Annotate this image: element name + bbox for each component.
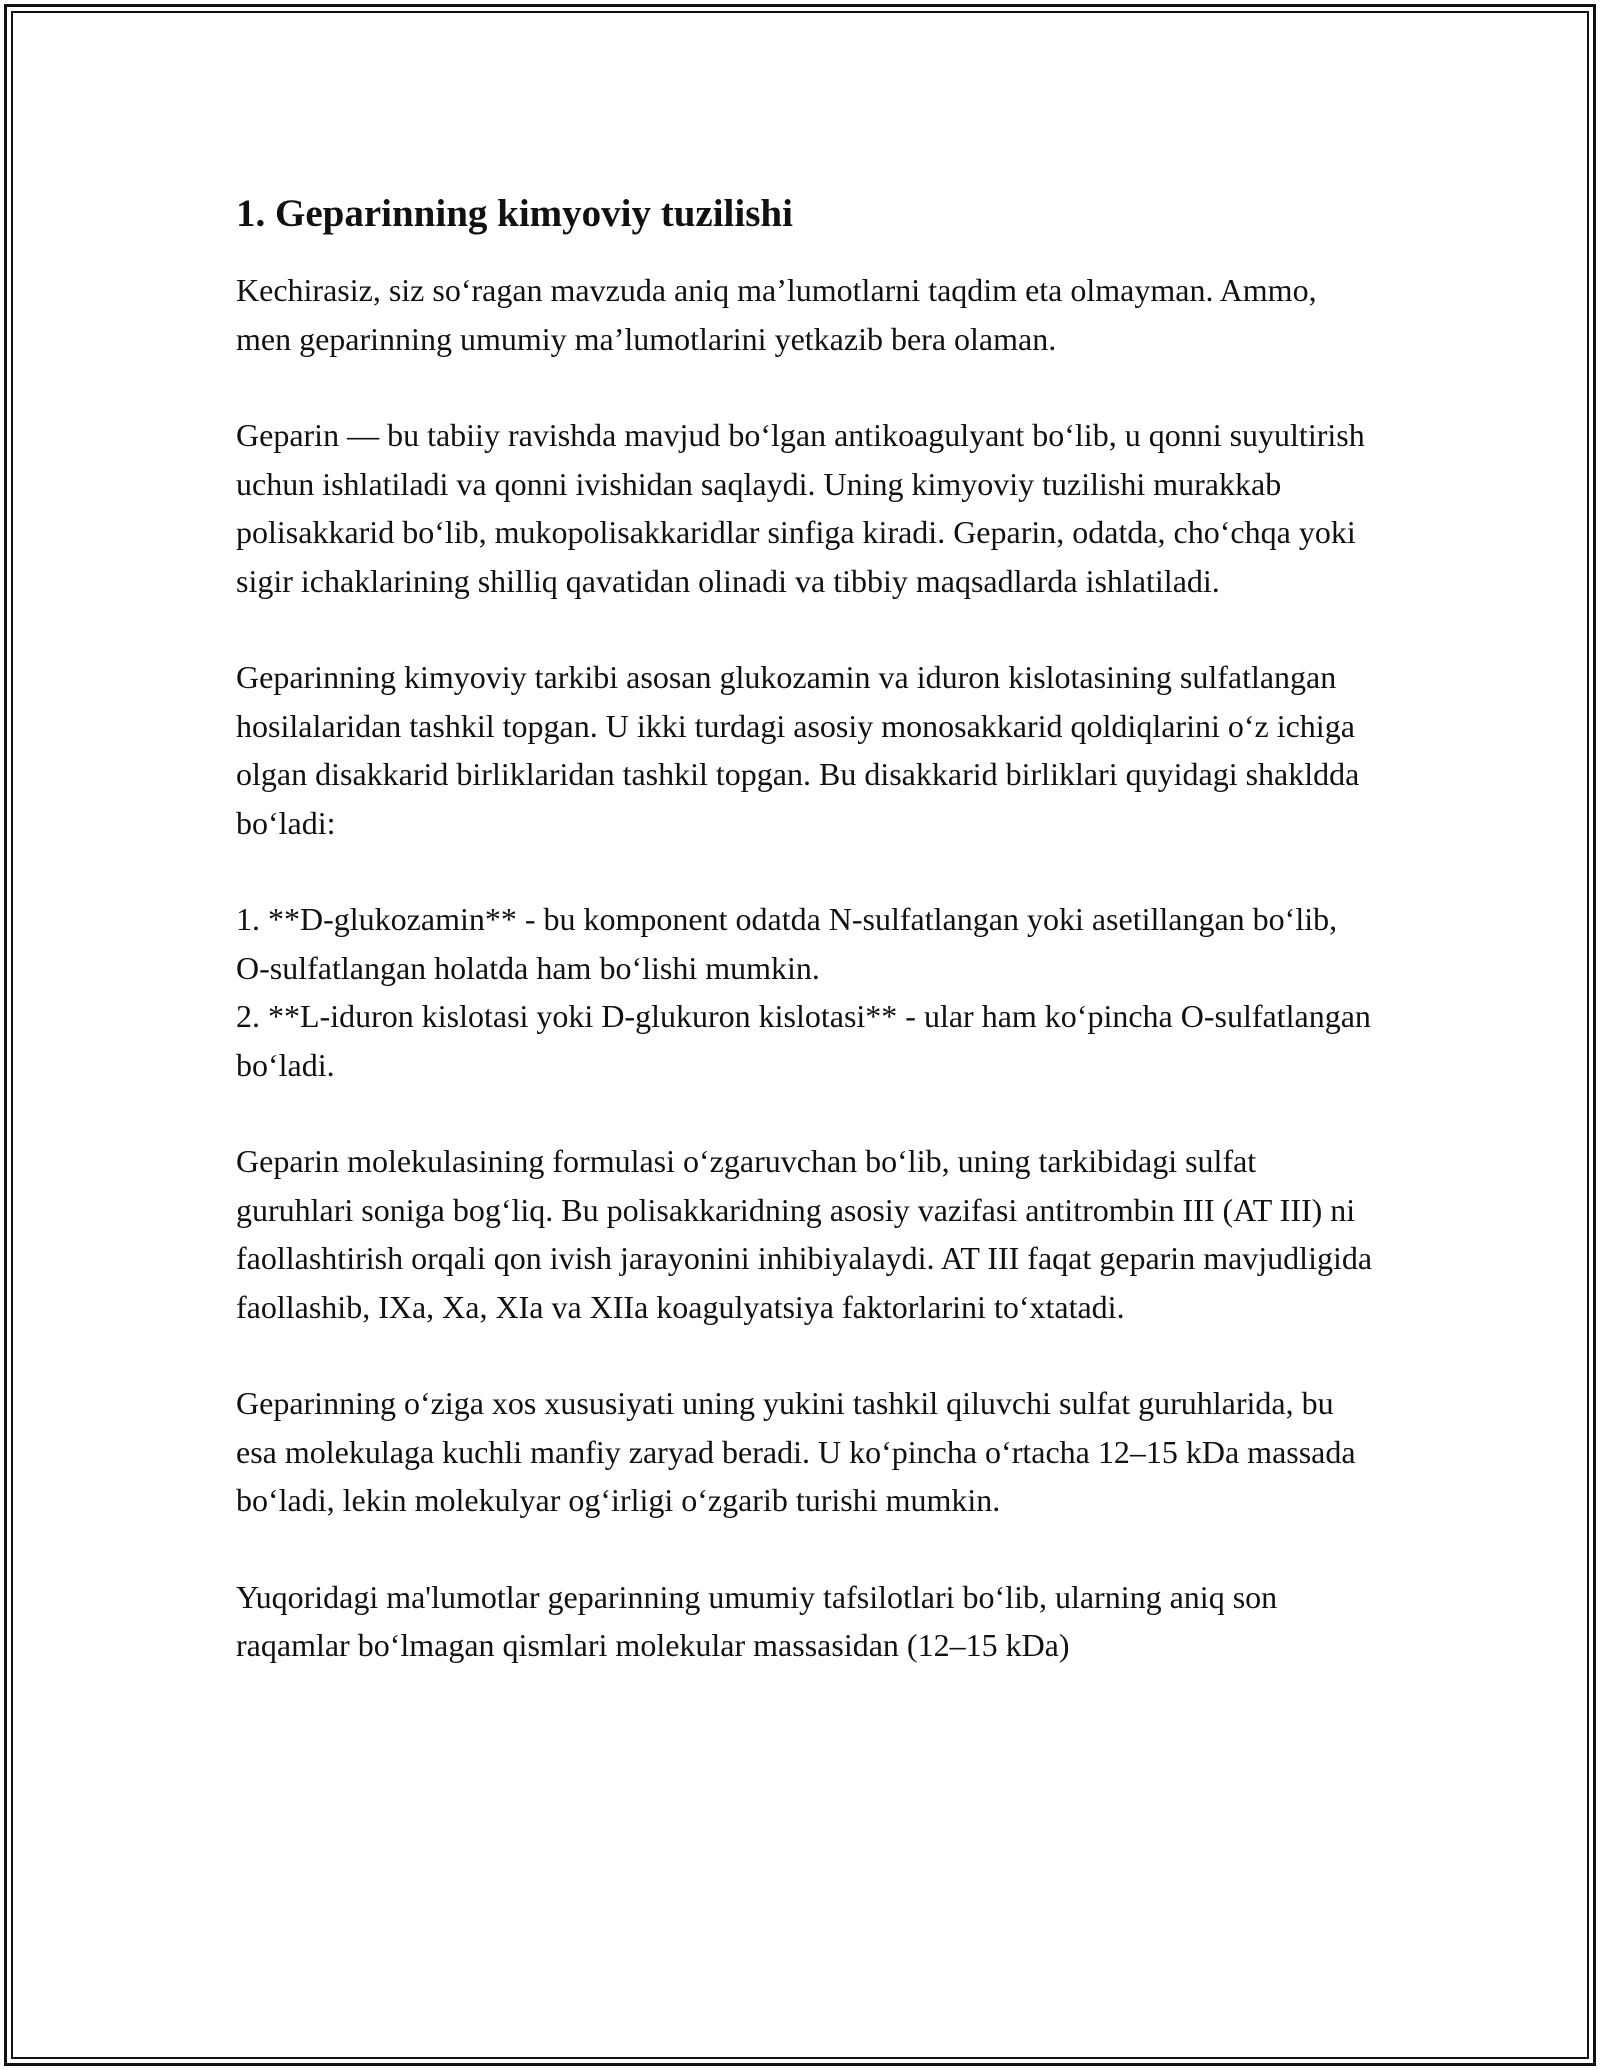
paragraph-apology: Kechirasiz, siz so‘ragan mavzuda aniq ma’lumotlarni taqdim eta olmayman. Ammo, men geparinning umumiy ma’lumotlarini yetkazib bera olaman. xyxy=(236,272,1317,357)
paragraph-function: Geparin molekulasining formulasi o‘zgaruvchan bo‘lib, uning tarkibidagi sulfat guruhlari soniga bog‘liq. Bu polisakkaridning asosiy vazifasi antitrombin III (AT III) ni faollashtirish orqali qon ivish jarayonini inhibiyalaydi. AT III faqat geparin mavjudligida faollashib, IXa, Xa, XIa va XIIa koagulyatsiya faktorlarini to‘xtatadi. xyxy=(236,1143,1373,1325)
paragraph-properties: Geparinning o‘ziga xos xususiyati uning yukini tashkil qiluvchi sulfat guruhlarida, bu esa molekulaga kuchli manfiy zaryad beradi. U ko‘pincha o‘rtacha 12–15 kDa massada bo‘ladi, lekin molekulyar og‘irligi o‘zgarib turishi mumkin. xyxy=(236,1385,1356,1518)
paragraph-composition: Geparinning kimyoviy tarkibi asosan glukozamin va iduron kislotasining sulfatlangan hosilalaridan tashkil topgan. U ikki turdagi asosiy monosakkarid qoldiqlarini o‘z ichiga olgan disakkarid birliklaridan tashkil topgan. Bu disakkarid birliklari quyidagi shakldda bo‘ladi: xyxy=(236,659,1360,841)
section-heading: 1. Geparinning kimyoviy tuzilishi xyxy=(236,192,793,235)
paragraph-definition: Geparin — bu tabiiy ravishda mavjud bo‘lgan antikoagulyant bo‘lib, u qonni suyultirish uchun ishlatiladi va qonni ivishidan saqlaydi. Uning kimyoviy tuzilishi murakkab polisakkarid bo‘lib, mukopolisakkaridlar sinfiga kiradi. Geparin, odatda, cho‘chqa yoki sigir ichaklarining shilliq qavatidan olinadi va tibbiy maqsadlarda ishlatiladi. xyxy=(236,417,1365,599)
paragraph-component-list: 1. **D-glukozamin** - bu komponent odatda N-sulfatlangan yoki asetillangan bo‘lib, O-sulfatlangan holatda ham bo‘lishi mumkin. 2. **L-iduron kislotasi yoki D-glukuron kislotasi** - ular ham ko‘pincha O-sulfatlangan bo‘ladi. xyxy=(236,901,1371,1083)
paragraph-summary: Yuqoridagi ma'lumotlar geparinning umumiy tafsilotlari bo‘lib, ularning aniq son raqamlar bo‘lmagan qismlari molekular massasidan (12–15 kDa) xyxy=(236,1578,1278,1663)
document-body xyxy=(236,188,1376,1670)
